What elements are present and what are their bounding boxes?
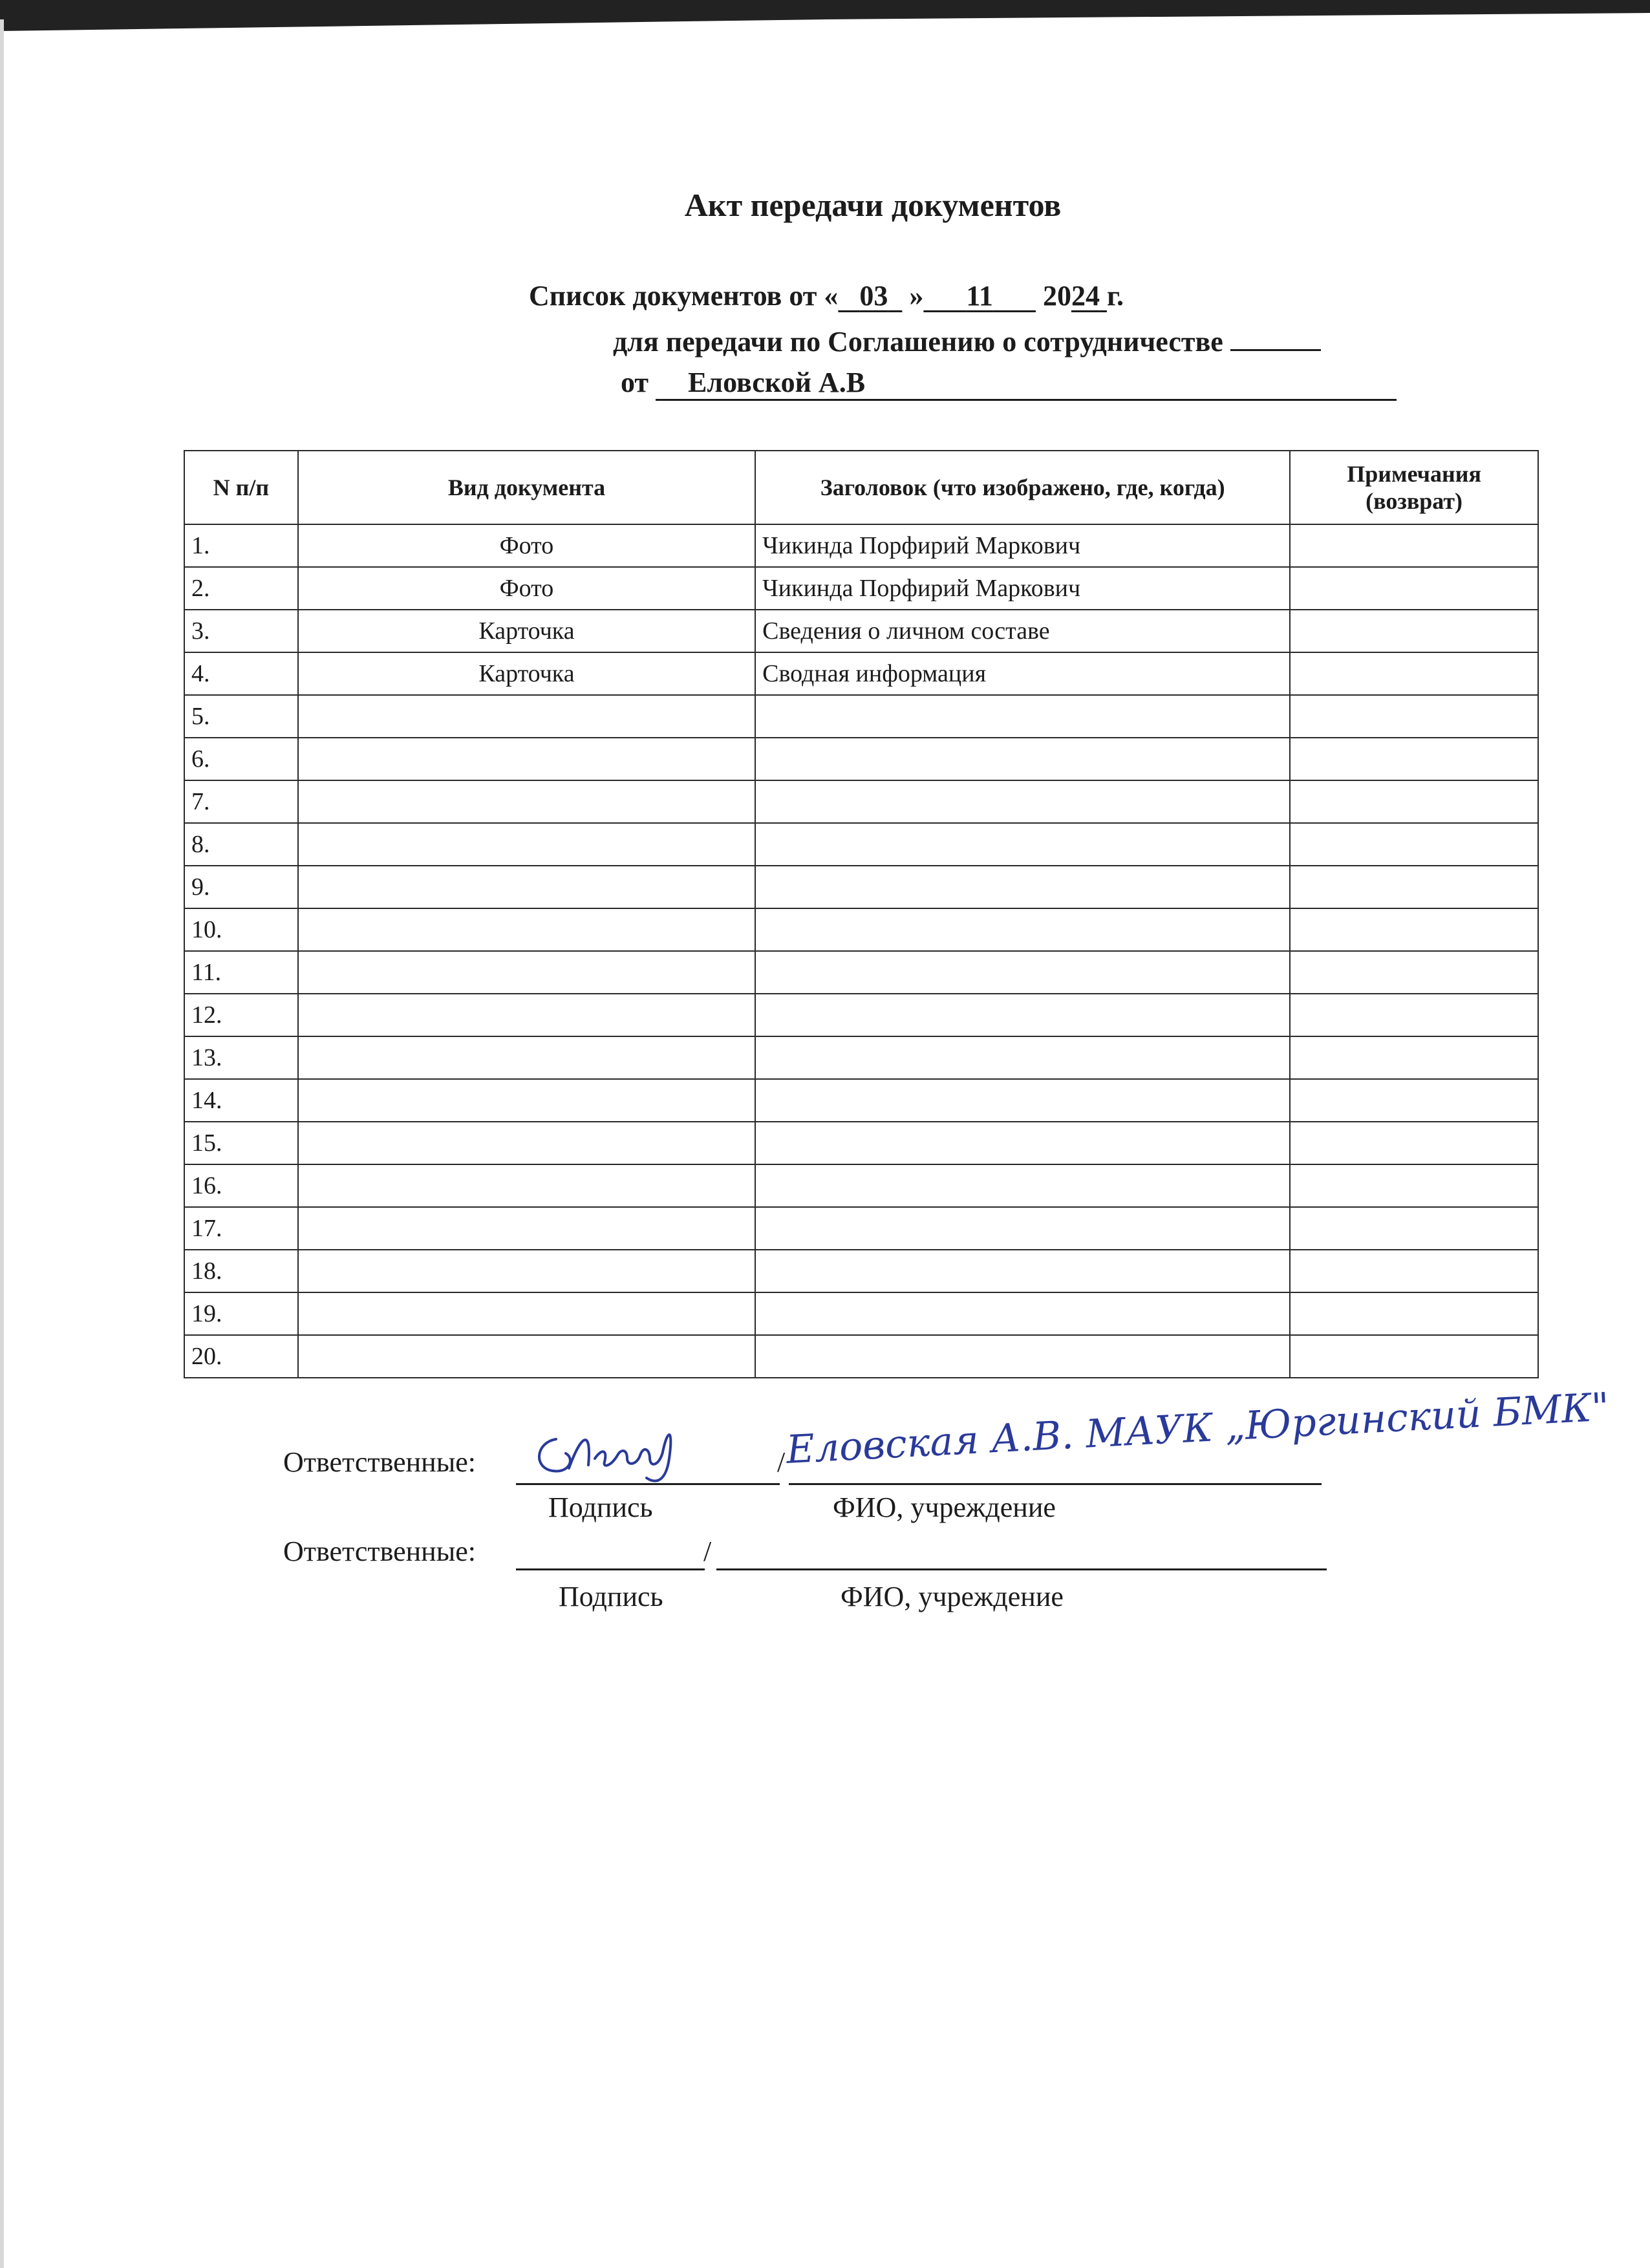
date-year-prefix: 20 bbox=[1042, 280, 1071, 312]
table-row bbox=[184, 652, 1538, 695]
header-number: N п/п bbox=[184, 451, 298, 524]
agreement-line bbox=[613, 323, 1321, 358]
notes-cell bbox=[1290, 908, 1538, 951]
row-number-cell: 10. bbox=[184, 908, 298, 951]
row-number-cell: 11. bbox=[184, 951, 298, 994]
document-heading-cell bbox=[755, 1036, 1290, 1079]
document-date-line: Список документов от « 03 » 11 2024 г. bbox=[529, 280, 1124, 312]
row-number-cell: 19. bbox=[184, 1292, 298, 1335]
document-heading-cell bbox=[755, 695, 1290, 738]
agreement-text: для передачи по Соглашению о сотрудничестве bbox=[613, 326, 1223, 358]
row-number-cell: 2. bbox=[184, 567, 298, 610]
table-header-row bbox=[184, 451, 1538, 524]
table-row bbox=[184, 1292, 1538, 1335]
table-row bbox=[184, 567, 1538, 610]
row-number-cell: 12. bbox=[184, 994, 298, 1036]
table-row bbox=[184, 610, 1538, 652]
document-heading-cell bbox=[755, 1250, 1290, 1292]
document-type-cell bbox=[298, 1207, 755, 1250]
document-heading-cell bbox=[755, 1164, 1290, 1207]
notes-cell bbox=[1290, 1250, 1538, 1292]
date-month: 11 bbox=[966, 280, 993, 312]
document-heading-cell bbox=[755, 908, 1290, 951]
document-type-cell bbox=[298, 908, 755, 951]
notes-cell bbox=[1290, 823, 1538, 866]
row-number-cell: 9. bbox=[184, 866, 298, 908]
notes-cell bbox=[1290, 610, 1538, 652]
table-row bbox=[184, 1335, 1538, 1378]
document-type-cell bbox=[298, 695, 755, 738]
document-type-cell bbox=[298, 1122, 755, 1164]
table-row bbox=[184, 908, 1538, 951]
notes-cell bbox=[1290, 866, 1538, 908]
header-notes: Примечания (возврат) bbox=[1290, 451, 1538, 524]
row-number-cell: 18. bbox=[184, 1250, 298, 1292]
header-heading: Заголовок (что изображено, где, когда) bbox=[755, 451, 1290, 524]
notes-cell bbox=[1290, 1036, 1538, 1079]
document-heading-cell bbox=[755, 1292, 1290, 1335]
from-label: от bbox=[621, 367, 649, 398]
table-row bbox=[184, 1122, 1538, 1164]
signature-caption-1: Подпись bbox=[548, 1492, 653, 1523]
year-suffix: г. bbox=[1106, 280, 1124, 312]
row-number-cell: 3. bbox=[184, 610, 298, 652]
from-line bbox=[621, 366, 1397, 401]
table-row bbox=[184, 780, 1538, 823]
document-type-cell bbox=[298, 823, 755, 866]
notes-cell bbox=[1290, 1079, 1538, 1122]
name-caption-1: ФИО, учреждение bbox=[833, 1492, 1056, 1523]
document-type-cell bbox=[298, 1036, 755, 1079]
document-heading-cell: Сводная информация bbox=[755, 652, 1290, 695]
document-heading-cell bbox=[755, 780, 1290, 823]
table-row bbox=[184, 866, 1538, 908]
agreement-number-blank bbox=[1230, 323, 1321, 351]
document-heading-cell bbox=[755, 866, 1290, 908]
notes-cell bbox=[1290, 1164, 1538, 1207]
separator-slash-2: / bbox=[703, 1535, 712, 1567]
table-row bbox=[184, 1250, 1538, 1292]
name-caption-2: ФИО, учреждение bbox=[841, 1581, 1064, 1612]
notes-cell bbox=[1290, 994, 1538, 1036]
table-body bbox=[184, 524, 1538, 1378]
document-heading-cell bbox=[755, 1122, 1290, 1164]
date-day: 03 bbox=[859, 280, 888, 312]
notes-cell bbox=[1290, 951, 1538, 994]
row-number-cell: 1. bbox=[184, 524, 298, 567]
separator-slash-1: / bbox=[777, 1446, 786, 1478]
document-type-cell: Фото bbox=[298, 524, 755, 567]
row-number-cell: 7. bbox=[184, 780, 298, 823]
table-row bbox=[184, 1036, 1538, 1079]
notes-cell bbox=[1290, 780, 1538, 823]
row-number-cell: 14. bbox=[184, 1079, 298, 1122]
notes-cell bbox=[1290, 1122, 1538, 1164]
row-number-cell: 16. bbox=[184, 1164, 298, 1207]
document-type-cell bbox=[298, 1079, 755, 1122]
notes-cell bbox=[1290, 567, 1538, 610]
document-heading-cell: Чикинда Порфирий Маркович bbox=[755, 567, 1290, 610]
document-type-cell bbox=[298, 1335, 755, 1378]
row-number-cell: 20. bbox=[184, 1335, 298, 1378]
document-type-cell bbox=[298, 994, 755, 1036]
document-heading-cell bbox=[755, 951, 1290, 994]
table-row bbox=[184, 524, 1538, 567]
row-number-cell: 17. bbox=[184, 1207, 298, 1250]
row-number-cell: 8. bbox=[184, 823, 298, 866]
notes-cell bbox=[1290, 1207, 1538, 1250]
table-row bbox=[184, 1164, 1538, 1207]
date-year-suffix: 24 bbox=[1071, 280, 1100, 312]
documents-table bbox=[184, 450, 1539, 1378]
list-prefix: Список документов от « bbox=[529, 280, 839, 312]
signature-line-2 bbox=[516, 1568, 705, 1570]
name-line-1 bbox=[789, 1483, 1322, 1485]
from-name: Еловской А.В bbox=[656, 366, 1397, 401]
document-type-cell bbox=[298, 780, 755, 823]
document-heading-cell: Чикинда Порфирий Маркович bbox=[755, 524, 1290, 567]
notes-cell bbox=[1290, 1335, 1538, 1378]
document-heading-cell bbox=[755, 1335, 1290, 1378]
table-row bbox=[184, 1207, 1538, 1250]
row-number-cell: 15. bbox=[184, 1122, 298, 1164]
row-number-cell: 5. bbox=[184, 695, 298, 738]
document-type-cell bbox=[298, 951, 755, 994]
header-document-type: Вид документа bbox=[298, 451, 755, 524]
notes-cell bbox=[1290, 524, 1538, 567]
document-heading-cell bbox=[755, 1207, 1290, 1250]
document-type-cell bbox=[298, 1164, 755, 1207]
row-number-cell: 4. bbox=[184, 652, 298, 695]
document-type-cell bbox=[298, 1292, 755, 1335]
table-row bbox=[184, 1079, 1538, 1122]
handwritten-name-institution: Еловская А.В. МАУК „Юргинский БМК" bbox=[785, 1384, 1611, 1473]
responsible-label-1: Ответственные: bbox=[283, 1446, 477, 1478]
notes-cell bbox=[1290, 1292, 1538, 1335]
document-heading-cell bbox=[755, 994, 1290, 1036]
table-row bbox=[184, 994, 1538, 1036]
document-heading-cell: Сведения о личном составе bbox=[755, 610, 1290, 652]
row-number-cell: 13. bbox=[184, 1036, 298, 1079]
signature-caption-2: Подпись bbox=[559, 1581, 663, 1612]
document-type-cell: Фото bbox=[298, 567, 755, 610]
document-heading-cell bbox=[755, 738, 1290, 780]
handwritten-signature bbox=[530, 1420, 698, 1491]
table-row bbox=[184, 695, 1538, 738]
document-heading-cell bbox=[755, 1079, 1290, 1122]
table-row bbox=[184, 823, 1538, 866]
document-title: Акт передачи документов bbox=[684, 187, 1062, 223]
document-type-cell bbox=[298, 1250, 755, 1292]
row-number-cell: 6. bbox=[184, 738, 298, 780]
document-type-cell: Карточка bbox=[298, 652, 755, 695]
table-row bbox=[184, 951, 1538, 994]
document-type-cell: Карточка bbox=[298, 610, 755, 652]
notes-cell bbox=[1290, 738, 1538, 780]
name-line-2 bbox=[716, 1568, 1327, 1570]
notes-cell bbox=[1290, 652, 1538, 695]
document-heading-cell bbox=[755, 823, 1290, 866]
document-type-cell bbox=[298, 738, 755, 780]
table-row bbox=[184, 738, 1538, 780]
document-type-cell bbox=[298, 866, 755, 908]
responsible-label-2: Ответственные: bbox=[283, 1535, 477, 1567]
notes-cell bbox=[1290, 695, 1538, 738]
